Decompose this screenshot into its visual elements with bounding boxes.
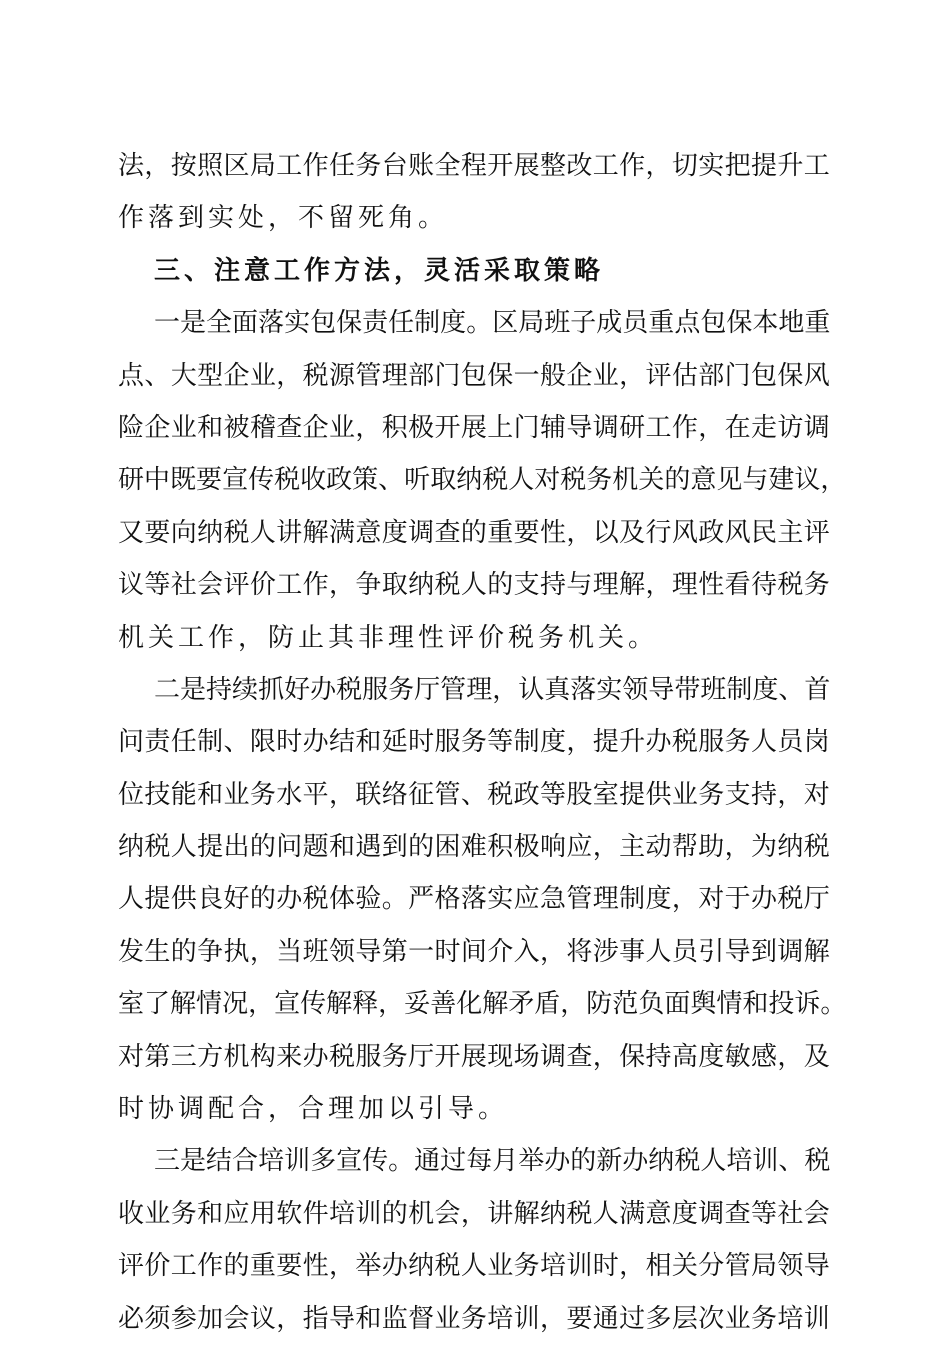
text-line: 问 责 任 制 、 限 时 办 结 和 延 时 服 务 等 制 度 ， 提 升 办 税 服 务 人 员 岗 bbox=[118, 727, 830, 758]
text-line: 必 须 参 加 会 议 ， 指 导 和 监 督 业 务 培 训 ， 要 通 过 多 层 次 业 务 培 训 bbox=[118, 1303, 830, 1334]
document-page bbox=[118, 140, 847, 1345]
text-line: 纳 税 人 提 出 的 问 题 和 遇 到 的 困 难 积 极 响 应 ， 主 动 帮 助 ， 为 纳 税 bbox=[118, 832, 830, 863]
text-line: 二 是 持 续 抓 好 办 税 服 务 厅 管 理 ， 认 真 落 实 领 导 带 班 制 度 、 首 bbox=[154, 674, 831, 705]
text-line: 点 、 大 型 企 业 ， 税 源 管 理 部 门 包 保 一 般 企 业 ， 评 估 部 门 包 保 风 bbox=[118, 360, 830, 391]
text-line: 作落到实处，不留死角。 bbox=[118, 203, 449, 234]
text-line: 一 是 全 面 落 实 包 保 责 任 制 度 。 区 局 班 子 成 员 重 点 包 保 本 地 重 bbox=[154, 308, 831, 339]
text-line: 发 生 的 争 执 ， 当 班 领 导 第 一 时 间 介 入 ， 将 涉 事 人 员 引 导 到 调 解 bbox=[118, 936, 830, 967]
text-line: 法 ， 按 照 区 局 工 作 任 务 台 账 全 程 开 展 整 改 工 作 ， 切 实 把 提 升 工 bbox=[118, 151, 830, 181]
text-line: 对 第 三 方 机 构 来 办 税 服 务 厅 开 展 现 场 调 查 ， 保 持 高 度 敏 感 ， 及 bbox=[118, 1041, 830, 1072]
text-line: 险 企 业 和 被 稽 查 企 业 ， 积 极 开 展 上 门 辅 导 调 研 工 作 ， 在 走 访 调 bbox=[118, 412, 830, 443]
text-line: 三 是 结 合 培 训 多 宣 传 。 通 过 每 月 举 办 的 新 办 纳 税 人 培 训 、 税 bbox=[154, 1146, 831, 1177]
section-heading: 三、注意工作方法，灵活采取策略 bbox=[154, 255, 605, 286]
text-line: 又 要 向 纳 税 人 讲 解 满 意 度 调 查 的 重 要 性 ， 以 及 行 风 政 风 民 主 评 bbox=[118, 517, 830, 548]
text-line: 室 了 解 情 况 ， 宣 传 解 释 ， 妥 善 化 解 矛 盾 ， 防 范 负 面 舆 情 和 投 诉 。 bbox=[118, 989, 847, 1020]
text-line: 收 业 务 和 应 用 软 件 培 训 的 机 会 ， 讲 解 纳 税 人 满 意 度 调 查 等 社 会 bbox=[118, 1198, 830, 1229]
text-line: 机关工作，防止其非理性评价税务机关。 bbox=[118, 622, 659, 653]
text-line: 时协调配合，合理加以引导。 bbox=[118, 1094, 509, 1125]
text-line: 评 价 工 作 的 重 要 性 ， 举 办 纳 税 人 业 务 培 训 时 ， 相 关 分 管 局 领 导 bbox=[118, 1251, 830, 1282]
text-line: 研 中 既 要 宣 传 税 收 政 策 、 听 取 纳 税 人 对 税 务 机 关 的 意 见 与 建 议 ， bbox=[118, 465, 847, 496]
text-line: 位 技 能 和 业 务 水 平 ， 联 络 征 管 、 税 政 等 股 室 提 供 业 务 支 持 ， 对 bbox=[118, 779, 830, 810]
text-line: 议 等 社 会 评 价 工 作 ， 争 取 纳 税 人 的 支 持 与 理 解 ， 理 性 看 待 税 务 bbox=[118, 570, 830, 601]
text-line: 人 提 供 良 好 的 办 税 体 验 。 严 格 落 实 应 急 管 理 制 度 ， 对 于 办 税 厅 bbox=[118, 884, 830, 915]
